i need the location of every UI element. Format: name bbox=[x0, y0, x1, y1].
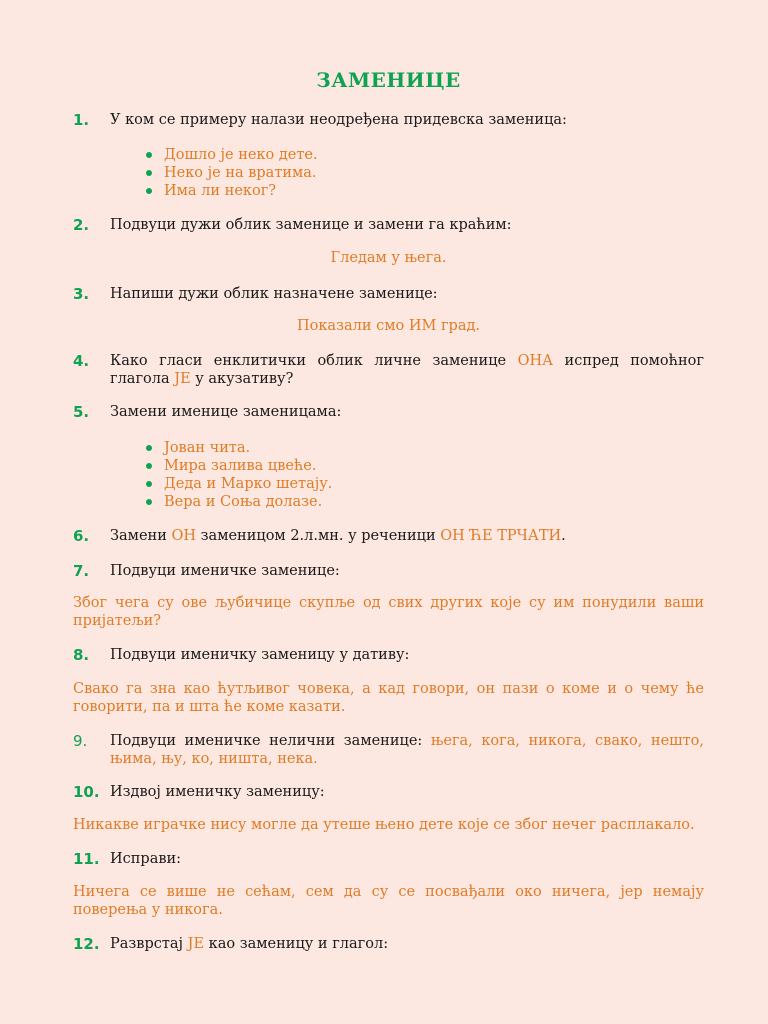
question-10 bbox=[73, 783, 704, 801]
list-item: Вера и Соња долазе. bbox=[144, 493, 332, 511]
list-item: Неко је на вратима. bbox=[144, 164, 318, 182]
question-8 bbox=[73, 646, 704, 664]
bullet-icon bbox=[146, 170, 152, 176]
pronoun-list: њега, кога, никога, свако, нешто, њима, њу, ко, ништа, нека. bbox=[110, 733, 705, 767]
question-1-options bbox=[144, 146, 318, 200]
list-item: Мира залива цвеће. bbox=[144, 457, 332, 475]
question-text: Напиши дужи облик назначене заменице: bbox=[110, 286, 438, 302]
question-number: 9. bbox=[73, 732, 88, 750]
bullet-icon bbox=[146, 445, 152, 451]
question-7-sentence: Због чега су ове љубичице скупље од свих других које су им понудили ваши пријатељи? bbox=[73, 595, 704, 629]
highlight-word: ОНА bbox=[517, 353, 554, 369]
question-1 bbox=[73, 111, 704, 129]
question-11-sentence: Ничега се више не сећам, сем да су се посвађали око ничега, јер немају поверења у никога. bbox=[73, 884, 704, 918]
highlight-word: ЈЕ bbox=[174, 371, 191, 387]
question-10-sentence: Никакве играчке нису могле да утеше њено дете које се због нечег расплакало. bbox=[73, 817, 695, 833]
question-number: 10. bbox=[73, 783, 100, 801]
question-number: 2. bbox=[73, 216, 90, 234]
question-5 bbox=[73, 403, 704, 421]
question-11 bbox=[73, 850, 704, 868]
question-text: Исправи: bbox=[110, 851, 182, 867]
question-text: Издвој именичку заменицу: bbox=[110, 784, 325, 800]
question-8-sentence: Свако га зна као ћутљивог човека, а кад говори, он пази о коме и о чему ће говорити, па и шта ће коме казати. bbox=[73, 681, 704, 715]
question-number: 3. bbox=[73, 285, 90, 303]
question-number: 12. bbox=[73, 935, 100, 953]
question-text: Подвуци именичку заменицу у дативу: bbox=[110, 647, 410, 663]
question-text: Подвуци дужи облик заменице и замени га краћим: bbox=[110, 217, 512, 233]
list-item: Има ли неког? bbox=[144, 182, 318, 200]
question-2 bbox=[73, 216, 704, 234]
question-text: Подвуци именичке заменице: bbox=[110, 563, 340, 579]
bullet-icon bbox=[146, 152, 152, 158]
highlight-word: ЈЕ bbox=[187, 936, 205, 952]
list-item: Деда и Марко шетају. bbox=[144, 475, 332, 493]
question-6 bbox=[73, 527, 704, 545]
question-4 bbox=[73, 352, 704, 388]
list-item: Јован чита. bbox=[144, 439, 332, 457]
bullet-icon bbox=[146, 463, 152, 469]
question-text: Подвуци именичке нелични заменице: њега, кога, никога, свако, нешто, њима, њу, ко, ништа, нека. bbox=[110, 733, 705, 767]
highlight-word: ОН bbox=[171, 528, 197, 544]
question-text: Разврстај ЈЕ као заменицу и глагол: bbox=[110, 936, 389, 952]
question-text: Како гласи енклитички облик личне заменице ОНА испред помоћног глагола ЈЕ у акузативу? bbox=[110, 353, 704, 387]
question-text: У ком се примеру налази неодређена придевска заменица: bbox=[110, 112, 567, 128]
question-number: 5. bbox=[73, 403, 90, 421]
question-3 bbox=[73, 285, 704, 303]
question-number: 4. bbox=[73, 352, 90, 370]
question-3-example: Показали смо ИМ град. bbox=[296, 318, 481, 334]
highlight-word: ОН ЋЕ ТРЧАТИ bbox=[440, 528, 562, 544]
question-number: 1. bbox=[73, 111, 90, 129]
page-title: ЗАМЕНИЦЕ bbox=[316, 68, 461, 92]
bullet-icon bbox=[146, 188, 152, 194]
question-2-example: Гледам у њега. bbox=[330, 250, 447, 266]
bullet-icon bbox=[146, 481, 152, 487]
question-number: 11. bbox=[73, 850, 100, 868]
question-text: Замени ОН заменицом 2.л.мн. у реченици ОН ЋЕ ТРЧАТИ. bbox=[110, 528, 566, 544]
question-9 bbox=[73, 732, 704, 768]
question-number: 6. bbox=[73, 527, 90, 545]
question-number: 8. bbox=[73, 646, 90, 664]
list-item: Дошло је неко дете. bbox=[144, 146, 318, 164]
bullet-icon bbox=[146, 499, 152, 505]
question-12 bbox=[73, 935, 704, 953]
question-number: 7. bbox=[73, 562, 90, 580]
question-5-options bbox=[144, 439, 332, 511]
question-7 bbox=[73, 562, 704, 580]
question-text: Замени именице заменицама: bbox=[110, 404, 342, 420]
